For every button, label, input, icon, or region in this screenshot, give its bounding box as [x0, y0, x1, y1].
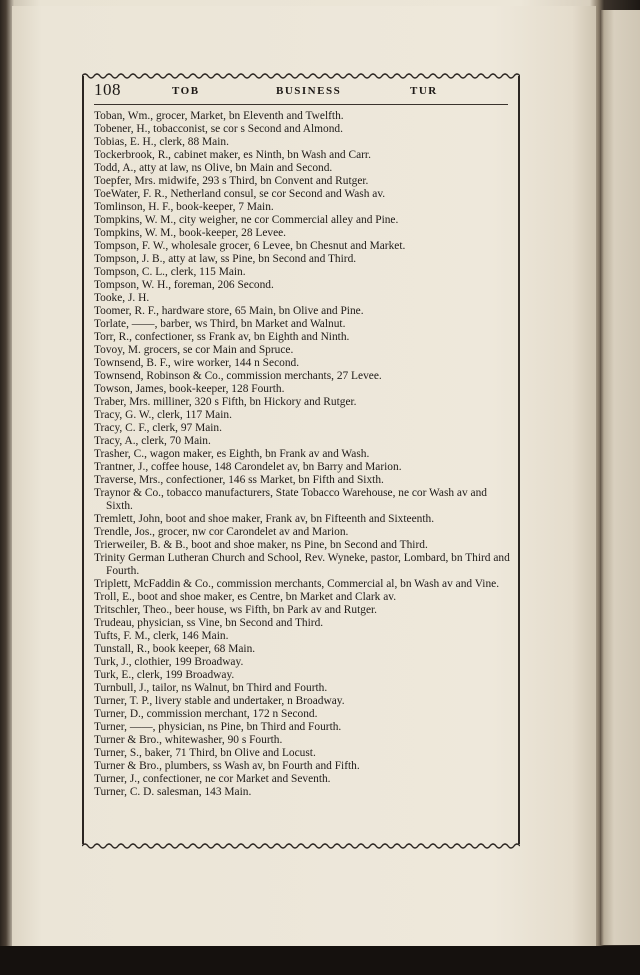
header-right-word: TUR — [410, 85, 438, 97]
directory-entry: Trudeau, physician, ss Vine, bn Second and Third. — [94, 617, 324, 629]
directory-entry: Turk, E., clerk, 199 Broadway. — [94, 669, 235, 681]
directory-entry: Todd, A., atty at law, ns Olive, bn Main and Second. — [94, 162, 333, 174]
directory-entry: Traverse, Mrs., confectioner, 146 ss Market, bn Fifth and Sixth. — [94, 474, 384, 486]
directory-entry: Townsend, Robinson & Co., commission merchants, 27 Levee. — [94, 370, 382, 382]
directory-entry: Townsend, B. F., wire worker, 144 n Second. — [94, 357, 300, 369]
header-center-word: BUSINESS — [276, 85, 342, 97]
directory-entry: Tufts, F. M., clerk, 146 Main. — [94, 630, 229, 642]
running-header — [94, 80, 514, 102]
directory-entry: Tracy, A., clerk, 70 Main. — [94, 435, 211, 447]
directory-entry: Toban, Wm., grocer, Market, bn Eleventh and Twelfth. — [94, 110, 344, 122]
directory-entry: Tomlinson, H. F., book-keeper, 7 Main. — [94, 201, 274, 213]
header-rule — [94, 104, 508, 105]
directory-entry: Tompson, J. B., atty at law, ss Pine, bn Second and Third. — [94, 253, 357, 265]
header-left-word: TOB — [172, 85, 200, 97]
directory-entry: Turner, D., commission merchant, 172 n Second. — [94, 708, 318, 720]
directory-entry: Tompson, C. L., clerk, 115 Main. — [94, 266, 246, 278]
page-number: 108 — [94, 80, 121, 99]
directory-entry: Tovoy, M. grocers, se cor Main and Spruce. — [94, 344, 294, 356]
directory-entry: Turner, ——, physician, ns Pine, bn Third and Fourth. — [94, 721, 342, 733]
directory-entry: Trasher, C., wagon maker, es Eighth, bn Frank av and Wash. — [94, 448, 370, 460]
directory-entry: Torr, R., confectioner, ss Frank av, bn Eighth and Ninth. — [94, 331, 350, 343]
directory-entry: Tompkins, W. M., city weigher, ne cor Commercial alley and Pine. — [94, 214, 399, 226]
directory-entry: Tremlett, John, boot and shoe maker, Frank av, bn Fifteenth and Sixteenth. — [94, 513, 435, 525]
directory-entry: Turk, J., clothier, 199 Broadway. — [94, 656, 244, 668]
directory-entry: Troll, E., boot and shoe maker, es Centre, bn Market and Clark av. — [94, 591, 397, 603]
directory-entry: Tompson, F. W., wholesale grocer, 6 Levee, bn Chesnut and Market. — [94, 240, 406, 252]
directory-entry: Tockerbrook, R., cabinet maker, es Ninth, bn Wash and Carr. — [94, 149, 371, 161]
directory-entry: Towson, James, book-keeper, 128 Fourth. — [94, 383, 285, 395]
directory-entry: Toomer, R. F., hardware store, 65 Main, bn Olive and Pine. — [94, 305, 364, 317]
adjacent-page-edge — [600, 10, 640, 945]
directory-entry: Traynor & Co., tobacco manufacturers, State Tobacco Warehouse, ne cor Wash av and Sixth. — [94, 487, 487, 512]
directory-entry: Turnbull, J., tailor, ns Walnut, bn Third and Fourth. — [94, 682, 328, 694]
directory-entry: Torlate, ——, barber, ws Third, bn Market and Walnut. — [94, 318, 346, 330]
directory-entry: Tompson, W. H., foreman, 206 Second. — [94, 279, 274, 291]
directory-entry: Turner, C. D. salesman, 143 Main. — [94, 786, 252, 798]
directory-entry: Traber, Mrs. milliner, 320 s Fifth, bn Hickory and Rutger. — [94, 396, 357, 408]
directory-entry: Tunstall, R., book keeper, 68 Main. — [94, 643, 256, 655]
directory-entry: ToeWater, F. R., Netherland consul, se cor Second and Wash av. — [94, 188, 386, 200]
directory-entry: Trendle, Jos., grocer, nw cor Carondelet av and Marion. — [94, 526, 349, 538]
directory-entry: Trantner, J., coffee house, 148 Carondelet av, bn Barry and Marion. — [94, 461, 402, 473]
directory-entry: Turner, J., confectioner, ne cor Market and Seventh. — [94, 773, 331, 785]
directory-entry: Toepfer, Mrs. midwife, 293 s Third, bn Convent and Rutger. — [94, 175, 369, 187]
directory-entry: Tompkins, W. M., book-keeper, 28 Levee. — [94, 227, 287, 239]
directory-entry: Turner & Bro., whitewasher, 90 s Fourth. — [94, 734, 283, 746]
directory-entry: Turner & Bro., plumbers, ss Wash av, bn Fourth and Fifth. — [94, 760, 360, 772]
directory-entry: Tracy, G. W., clerk, 117 Main. — [94, 409, 232, 421]
directory-listing — [94, 110, 514, 799]
directory-entry: Tooke, J. H. — [94, 292, 150, 304]
directory-entry: Turner, S., baker, 71 Third, bn Olive and Locust. — [94, 747, 316, 759]
directory-entry: Tracy, C. F., clerk, 97 Main. — [94, 422, 222, 434]
directory-entry: Tobener, H., tobacconist, se cor s Second and Almond. — [94, 123, 343, 135]
directory-entry: Turner, T. P., livery stable and undertaker, n Broadway. — [94, 695, 345, 707]
directory-entry: Tritschler, Theo., beer house, ws Fifth, bn Park av and Rutger. — [94, 604, 378, 616]
directory-entry: Trinity German Lutheran Church and School, Rev. Wyneke, pastor, Lombard, bn Third and Fourth. — [94, 552, 510, 577]
directory-entry: Tobias, E. H., clerk, 88 Main. — [94, 136, 229, 148]
scan-bottom-border — [0, 946, 640, 975]
directory-entry: Triplett, McFaddin & Co., commission merchants, Commercial al, bn Wash av and Vine. — [94, 578, 500, 590]
directory-entry: Trierweiler, B. & B., boot and shoe maker, ns Pine, bn Second and Third. — [94, 539, 428, 551]
